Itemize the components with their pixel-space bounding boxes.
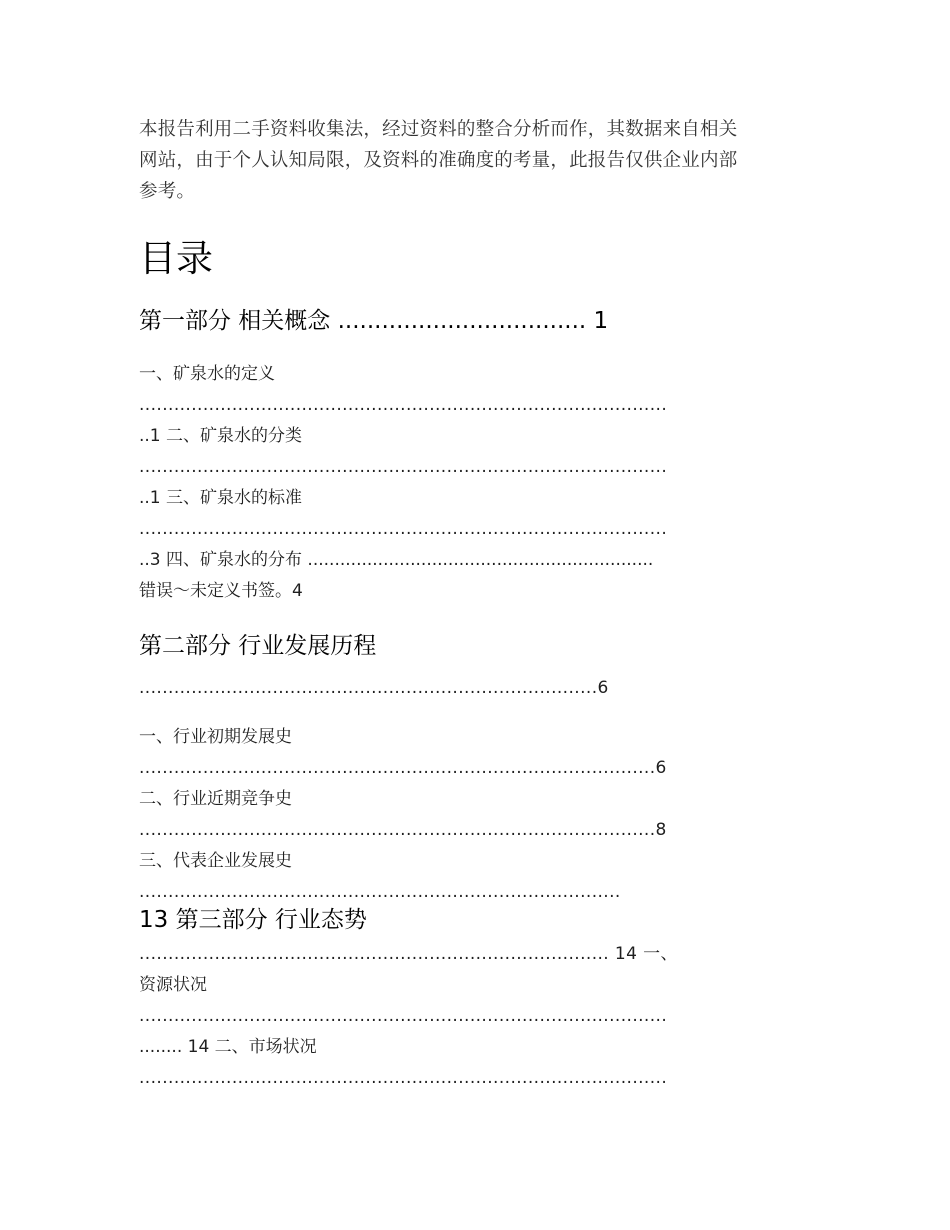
intro-line-3: 参考。 — [139, 181, 196, 202]
toc-entry-classification[interactable]: ..1 二、矿泉水的分类 — [139, 426, 303, 446]
toc-part-3-heading[interactable]: 13 第三部分 行业态势 — [139, 907, 367, 933]
toc-entry-definition[interactable]: 一、矿泉水的定义 — [139, 364, 275, 384]
toc-leader-dots: ........................................................................................... — [139, 1068, 668, 1088]
toc-part-1-heading[interactable]: 第一部分 相关概念 .................................. 1 — [139, 308, 609, 334]
toc-leader-dots: ........................................................................................... — [139, 1006, 668, 1026]
toc-leader-dots: .........................................................................................8 — [139, 820, 667, 840]
intro-line-2: 网站，由于个人认知局限，及资料的准确度的考量，此报告仅供企业内部 — [139, 150, 738, 171]
toc-bookmark-error: 错误～未定义书签。4 — [139, 581, 303, 601]
toc-leader-dots: ........................................................................................... — [139, 519, 668, 539]
toc-title: 目录 — [139, 237, 213, 280]
toc-leader-dots: ...............................................................................6 — [139, 678, 609, 698]
toc-leader-dots: ................................................................................... — [139, 882, 621, 902]
toc-entry-representative-firms[interactable]: 三、代表企业发展史 — [139, 851, 292, 871]
toc-part-2-heading[interactable]: 第二部分 行业发展历程 — [139, 633, 377, 659]
toc-entry-distribution[interactable]: ..3 四、矿泉水的分布 ................................................................ — [139, 550, 654, 570]
intro-line-1: 本报告利用二手资料收集法，经过资料的整合分析而作，其数据来自相关 — [139, 119, 738, 140]
toc-leader-dots: .........................................................................................6 — [139, 758, 667, 778]
toc-leader-dots: ........................................................................................... — [139, 457, 668, 477]
toc-entry-resources[interactable]: 资源状况 — [139, 975, 207, 995]
toc-entry-recent-competition[interactable]: 二、行业近期竞争史 — [139, 789, 292, 809]
toc-leader-dots: ........................................................................................... — [139, 395, 668, 415]
toc-entry-early-history[interactable]: 一、行业初期发展史 — [139, 727, 292, 747]
toc-entry-standard[interactable]: ..1 三、矿泉水的标准 — [139, 488, 303, 508]
toc-entry-market[interactable]: ........ 14 二、市场状况 — [139, 1037, 317, 1057]
toc-leader-dots: ................................................................................. 14 一、 — [139, 944, 678, 964]
